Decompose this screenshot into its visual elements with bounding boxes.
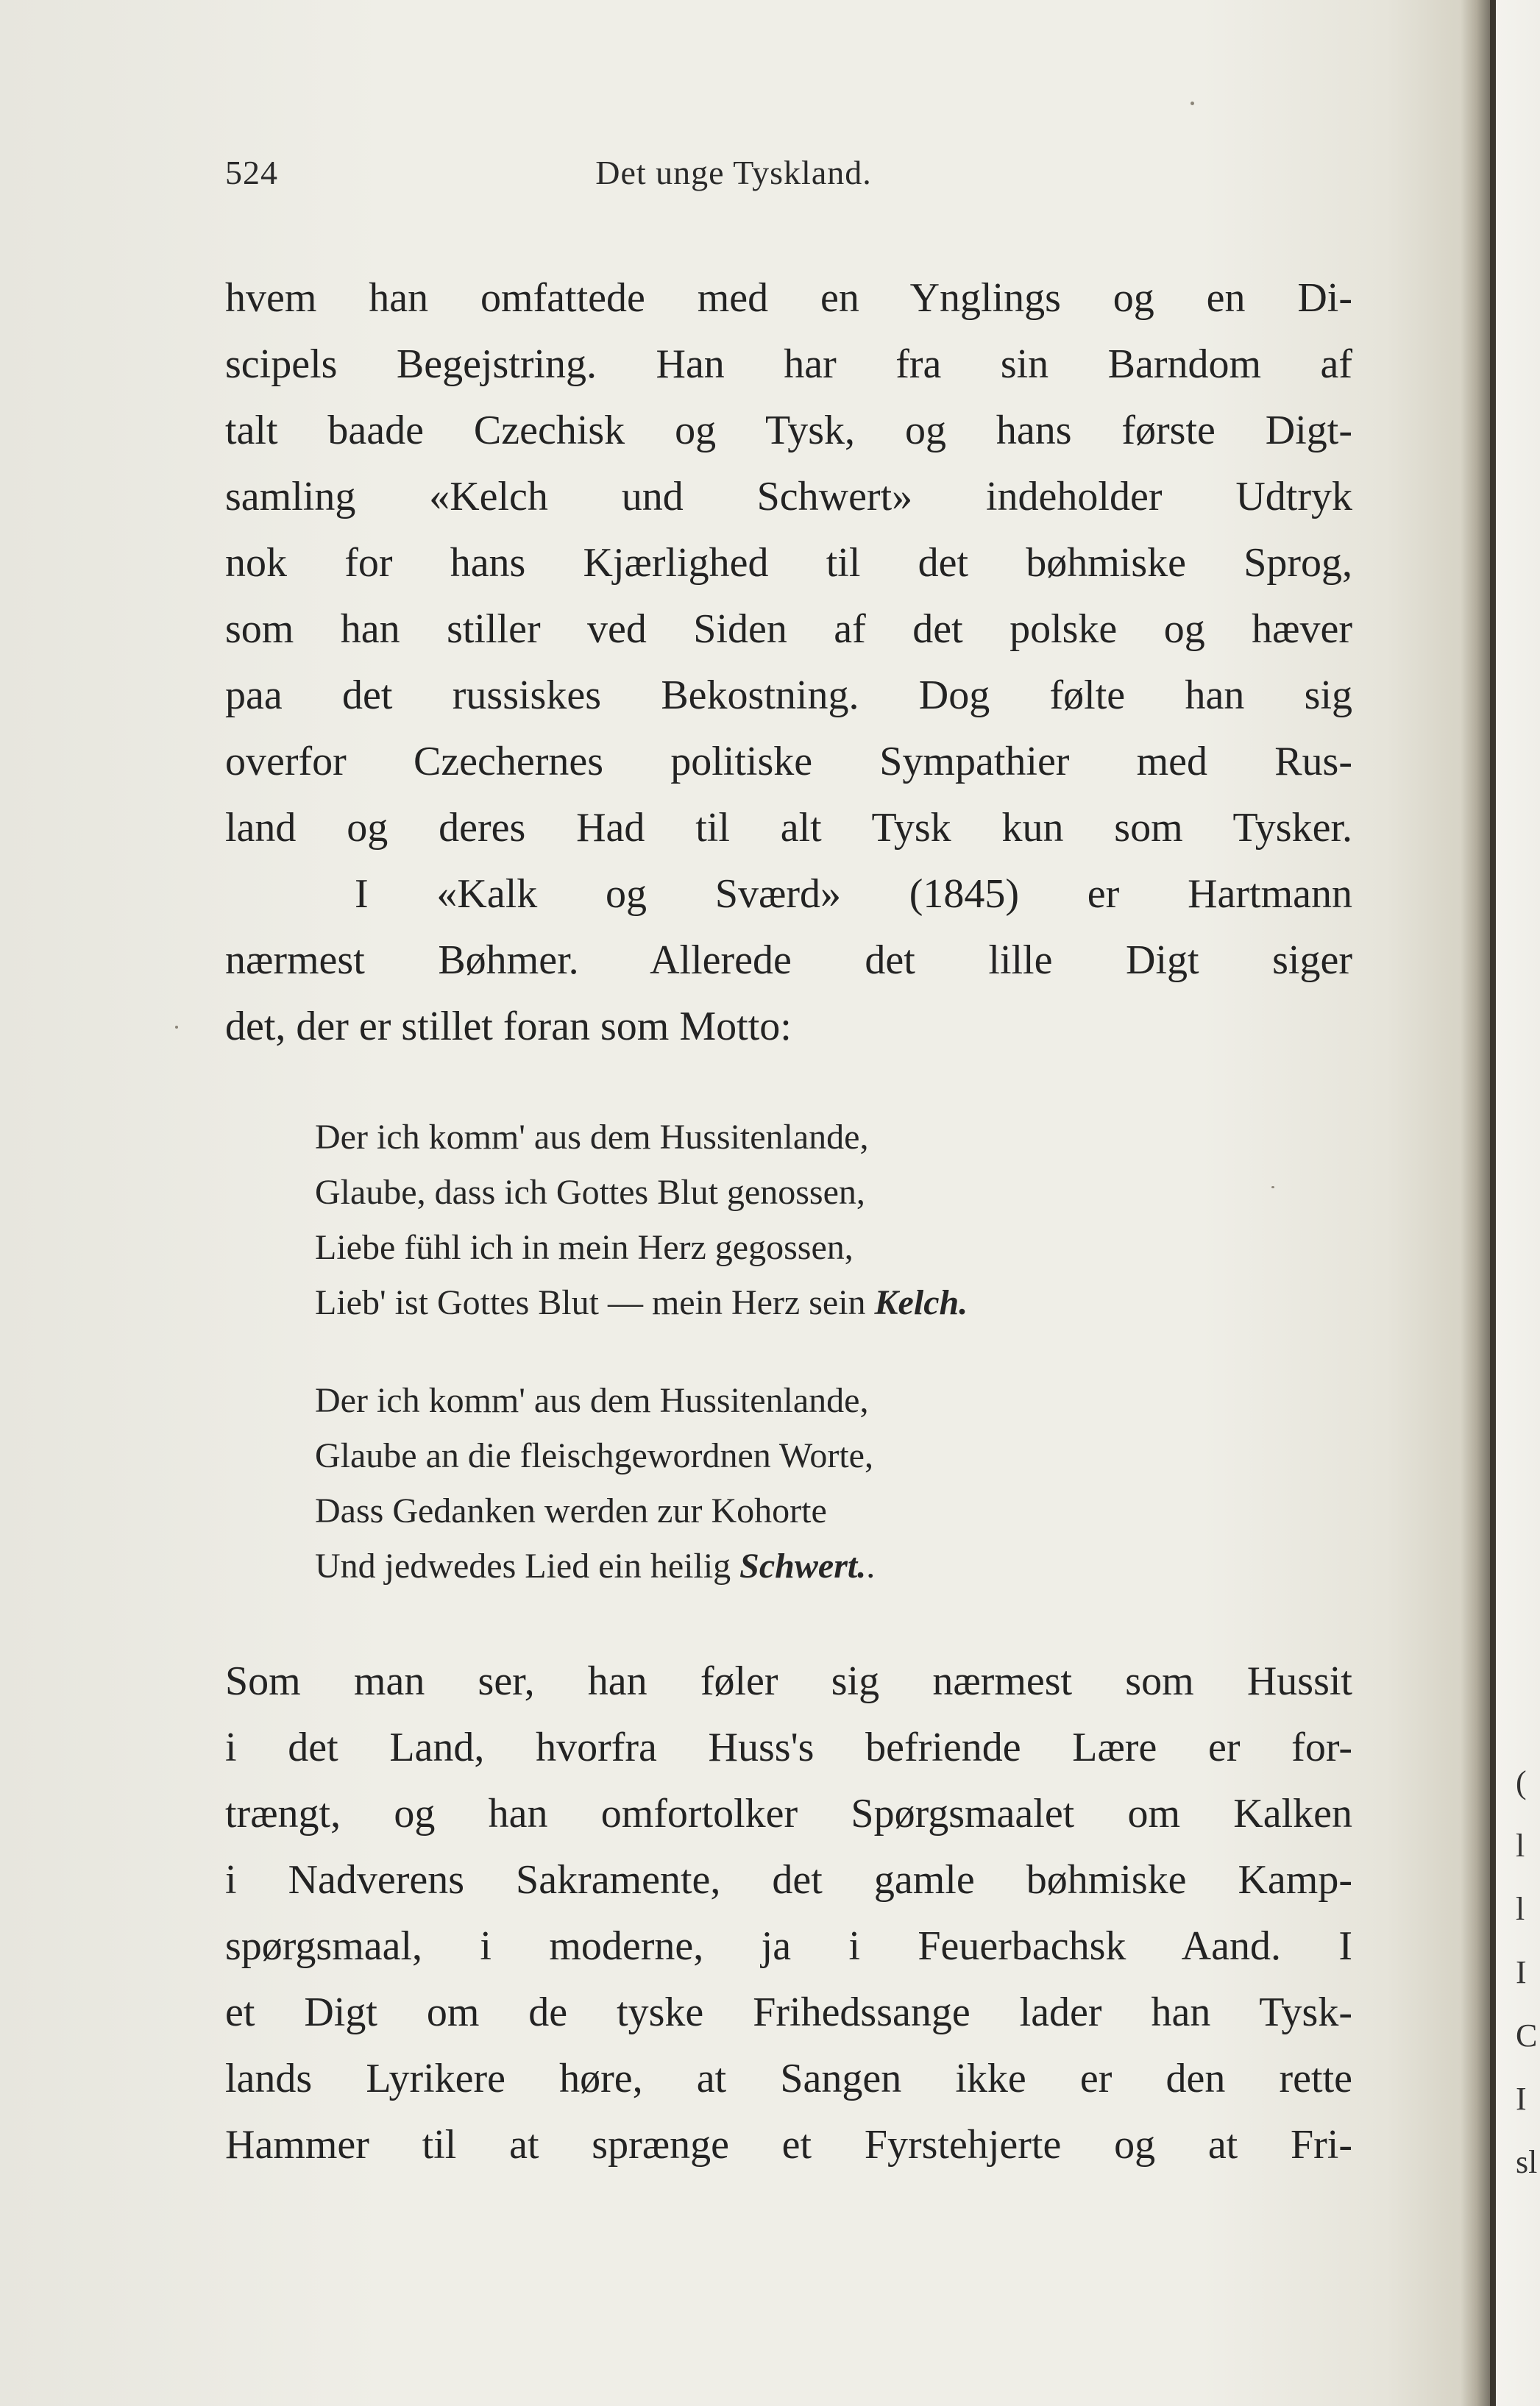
verse-line: Der ich komm' aus dem Hussitenlande,: [315, 1381, 869, 1420]
text-line: det, der er stillet foran som Motto:: [225, 1004, 792, 1049]
verse-line: Glaube an die fleischgewordnen Worte,: [315, 1436, 873, 1475]
verse-emphasis: Kelch.: [874, 1283, 968, 1322]
page-number: 524: [225, 154, 278, 191]
paper-speck: [1191, 102, 1194, 105]
next-page-fragment: sl: [1516, 2144, 1538, 2180]
verse-line: Liebe fühl ich in mein Herz gegossen,: [315, 1228, 854, 1267]
text-line: overfor Czechernes politiske Sympathier med Rus-: [225, 739, 1352, 784]
paper-speck: [175, 1026, 178, 1029]
page-header: [225, 153, 1352, 197]
next-page-fragment: (: [1516, 1764, 1527, 1800]
text-line: trængt, og han omfortolker Spørgsmaalet om Kalken: [225, 1791, 1352, 1837]
text-line: i Nadverens Sakramente, det gamle bøhmiske Kamp-: [225, 1857, 1352, 1903]
text-line: scipels Begejstring. Han har fra sin Barndom af: [225, 341, 1352, 387]
paragraph-1: [225, 265, 1352, 1060]
next-page-fragment: I: [1516, 2081, 1527, 2117]
text-line: paa det russiskes Bekostning. Dog følte han sig: [225, 673, 1352, 718]
text-line: hvem han omfattede med en Ynglings og en Di-: [225, 275, 1352, 321]
text-line: land og deres Had til alt Tysk kun som Tysker.: [225, 805, 1352, 851]
text-line: spørgsmaal, i moderne, ja i Feuerbachsk Aand. I: [225, 1923, 1352, 1969]
verse-text: Und jedwedes Lied ein heilig: [315, 1547, 731, 1586]
next-page-fragment: l: [1516, 1828, 1525, 1864]
page-edge: [1490, 0, 1496, 2406]
paragraph-2: [225, 1648, 1352, 2178]
verse-line: Glaube, dass ich Gottes Blut genossen,: [315, 1173, 865, 1212]
verse-line: [315, 1275, 968, 1330]
motto-stanza-2: [315, 1373, 875, 1594]
text-line: samling «Kelch und Schwert» indeholder Udtryk: [225, 474, 1352, 519]
verse-line: Der ich komm' aus dem Hussitenlande,: [315, 1118, 869, 1157]
paper-speck: [1271, 1186, 1274, 1188]
text-line: nærmest Bøhmer. Allerede det lille Digt siger: [225, 937, 1352, 983]
text-line: som han stiller ved Siden af det polske og hæver: [225, 606, 1352, 652]
text-line: i det Land, hvorfra Huss's befriende Lære er for-: [225, 1725, 1352, 1770]
next-page-fragment: I: [1516, 1954, 1527, 1990]
text-line: nok for hans Kjærlighed til det bøhmiske Sprog,: [225, 540, 1352, 586]
text-line: Hammer til at sprænge et Fyrstehjerte og at Fri-: [225, 2122, 1352, 2168]
text-line: talt baade Czechisk og Tysk, og hans første Digt-: [225, 408, 1352, 453]
gutter-shadow: [1461, 0, 1490, 2406]
verse-trailing: .: [866, 1547, 876, 1586]
text-line: Som man ser, han føler sig nærmest som Hussit: [225, 1658, 1352, 1704]
text-line: et Digt om de tyske Frihedssange lader han Tysk-: [225, 1990, 1352, 2035]
motto-stanza-1: [315, 1110, 968, 1330]
next-page-fragment: l: [1516, 1891, 1525, 1927]
verse-emphasis: Schwert.: [739, 1547, 867, 1586]
next-page-fragment: C: [1516, 2018, 1538, 2054]
text-line: lands Lyrikere høre, at Sangen ikke er den rette: [225, 2056, 1352, 2101]
verse-line: [315, 1539, 875, 1594]
running-head: Det unge Tyskland.: [595, 154, 872, 191]
verse-line: Dass Gedanken werden zur Kohorte: [315, 1491, 827, 1530]
text-line: I «Kalk og Sværd» (1845) er Hartmann: [355, 871, 1352, 917]
next-page-fragments: [1516, 1751, 1540, 2194]
verse-text: Lieb' ist Gottes Blut — mein Herz sein: [315, 1283, 866, 1322]
